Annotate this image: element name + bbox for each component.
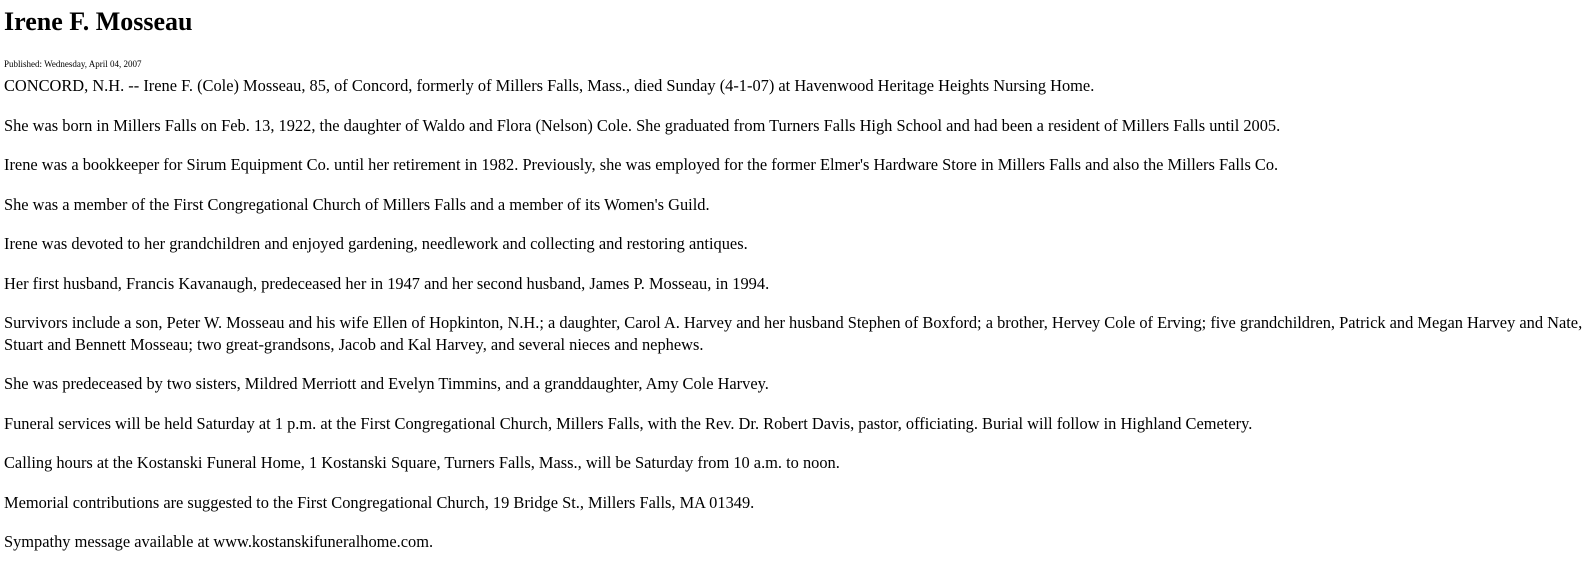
obituary-page <box>0 7 1588 553</box>
paragraph-career: Irene was a bookkeeper for Sirum Equipment Co. until her retirement in 1982. Previously, she was employed for the former Elmer's Hardware Store in Millers Falls and also the Millers Falls Co. <box>4 155 1279 174</box>
paragraph-sympathy: Sympathy message available at www.kostanskifuneralhome.com. <box>4 532 434 551</box>
published-date: Published: Wednesday, April 04, 2007 <box>4 59 142 69</box>
paragraph-memorial: Memorial contributions are suggested to the First Congregational Church, 19 Bridge St., Millers Falls, MA 01349. <box>4 492 755 512</box>
paragraph-interests: Irene was devoted to her grandchildren and enjoyed gardening, needlework and collecting and restoring antiques. <box>4 234 748 253</box>
paragraph-church: She was a member of the First Congregational Church of Millers Falls and a member of its Women's Guild. <box>4 194 710 214</box>
paragraph-calling-hours: Calling hours at the Kostanski Funeral Home, 1 Kostanski Square, Turners Falls, Mass., will be Saturday from 10 a.m. to noon. <box>4 453 840 472</box>
paragraph-birth: She was born in Millers Falls on Feb. 13, 1922, the daughter of Waldo and Flora (Nelson) Cole. She graduated from Turners Falls High School and had been a resident of Millers Falls until 2005. <box>4 115 1281 135</box>
page-title: Irene F. Mosseau <box>4 7 193 36</box>
paragraph-death-notice: CONCORD, N.H. -- Irene F. (Cole) Mosseau, 85, of Concord, formerly of Millers Falls, Mass., died Sunday (4-1-07) at Havenwood Heritage Heights Nursing Home. <box>4 76 1095 95</box>
paragraph-funeral: Funeral services will be held Saturday at 1 p.m. at the First Congregational Church, Millers Falls, with the Rev. Dr. Robert Davis, pastor, officiating. Burial will follow in Highland Cemetery. <box>4 413 1253 433</box>
paragraph-husbands: Her first husband, Francis Kavanaugh, predeceased her in 1947 and her second husband, James P. Mosseau, in 1994. <box>4 273 770 293</box>
paragraph-predeceased: She was predeceased by two sisters, Mildred Merriott and Evelyn Timmins, and a granddaughter, Amy Cole Harvey. <box>4 374 769 393</box>
paragraph-survivors: Survivors include a son, Peter W. Mosseau and his wife Ellen of Hopkinton, N.H.; a daughter, Carol A. Harvey and her husband Stephen of Boxford; a brother, Hervey Cole of Erving; five grandchildren, Patrick and Megan Harvey and Nate, Stuart and Bennett Mosseau; two great-grandsons, Jacob and Kal Harvey, and several nieces and nephews. <box>4 313 1583 354</box>
